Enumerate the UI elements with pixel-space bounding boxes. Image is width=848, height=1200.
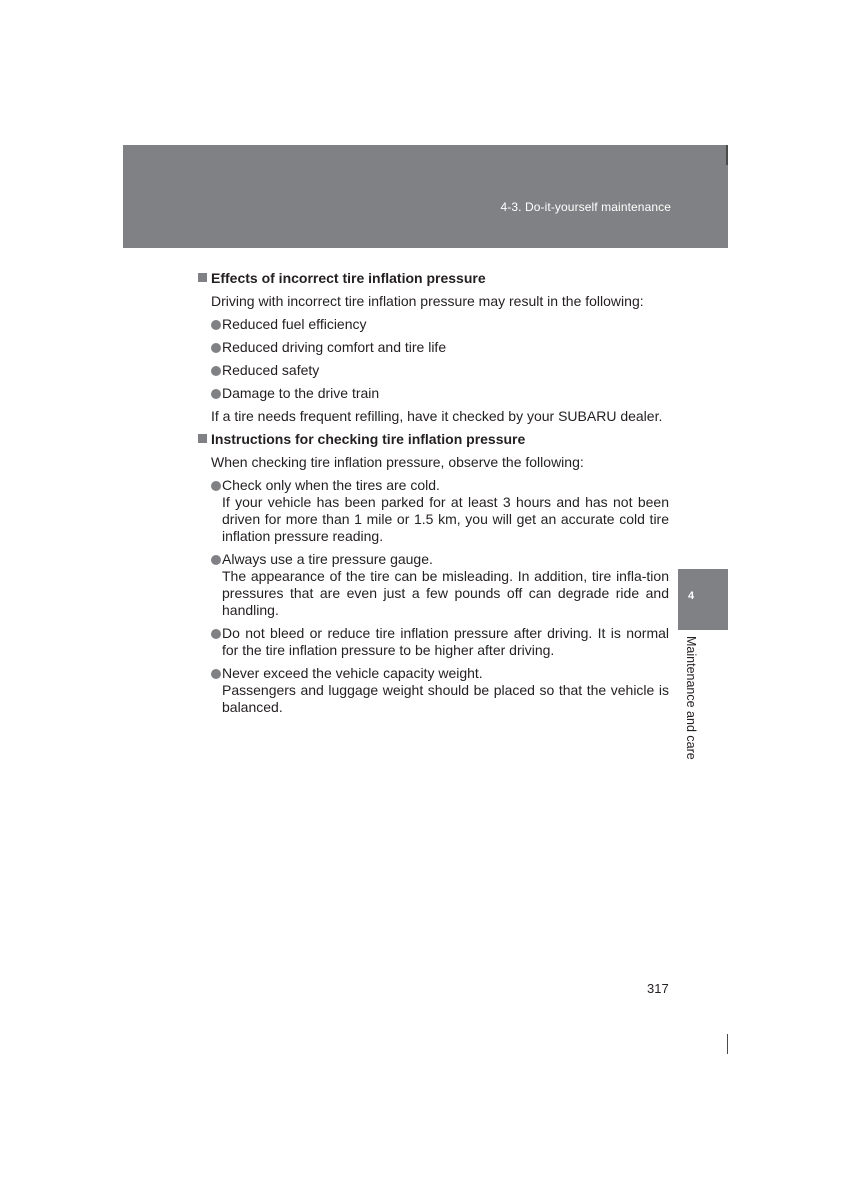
list-item — [197, 385, 669, 408]
crop-mark-bottom — [727, 1034, 728, 1054]
list-item — [197, 477, 669, 545]
list-item-text: The appearance of the tire can be misleading. In addition, tire infla-tion pressures that are even just a few pounds off can degrade ride and handling. — [222, 568, 669, 618]
circle-bullet-icon — [211, 389, 221, 399]
section-heading — [197, 270, 669, 293]
list-item-text: Damage to the drive train — [222, 385, 380, 401]
list-item-body — [222, 551, 669, 619]
circle-bullet-icon — [211, 481, 221, 491]
section-heading-text: Instructions for checking tire inflation pressure — [211, 431, 526, 447]
circle-bullet-icon — [211, 343, 221, 353]
square-bullet-icon — [198, 434, 207, 443]
list-item-title: Do not bleed or reduce tire inflation pressure after driving. It is normal for the tire inflation pressure to be higher after driving. — [222, 625, 669, 658]
section-intro: When checking tire inflation pressure, observe the following: — [211, 454, 584, 470]
chapter-label: Maintenance and care — [684, 636, 698, 760]
list-item — [197, 665, 669, 716]
section-title: 4-3. Do-it-yourself maintenance — [500, 200, 671, 214]
list-item-body — [222, 665, 669, 716]
section-heading — [197, 431, 669, 454]
list-item-text: Reduced safety — [222, 362, 320, 378]
list-item — [197, 316, 669, 339]
list-item-title: Always use a tire pressure gauge. — [222, 551, 433, 567]
circle-bullet-icon — [211, 669, 221, 679]
page-number: 317 — [647, 981, 669, 996]
section-heading-text: Effects of incorrect tire inflation pressure — [211, 270, 486, 286]
crop-mark-top — [726, 145, 728, 165]
list-item-title: Never exceed the vehicle capacity weight. — [222, 665, 483, 681]
list-item-text: Reduced driving comfort and tire life — [222, 339, 447, 355]
square-bullet-icon — [198, 273, 207, 282]
list-item-body — [222, 625, 669, 659]
circle-bullet-icon — [211, 629, 221, 639]
circle-bullet-icon — [211, 320, 221, 330]
list-item-text: Reduced fuel efficiency — [222, 316, 367, 332]
chapter-tab — [678, 569, 728, 630]
circle-bullet-icon — [211, 555, 221, 565]
list-item-title: Check only when the tires are cold. — [222, 477, 440, 493]
header-band — [123, 145, 728, 248]
list-item — [197, 551, 669, 619]
chapter-number: 4 — [688, 590, 695, 602]
circle-bullet-icon — [211, 366, 221, 376]
main-content — [197, 270, 669, 722]
section-intro: Driving with incorrect tire inflation pressure may result in the following: — [211, 293, 644, 309]
section-note: If a tire needs frequent refilling, have it checked by your SUBARU dealer. — [211, 408, 663, 424]
list-item — [197, 339, 669, 362]
list-item-body — [222, 477, 669, 545]
list-item-text: Passengers and luggage weight should be placed so that the vehicle is balanced. — [222, 682, 669, 715]
list-item-text: If your vehicle has been parked for at least 3 hours and has not been driven for more than 1 mile or 1.5 km, you will get an accurate cold tire inflation pressure reading. — [222, 494, 669, 544]
list-item — [197, 362, 669, 385]
list-item — [197, 625, 669, 659]
